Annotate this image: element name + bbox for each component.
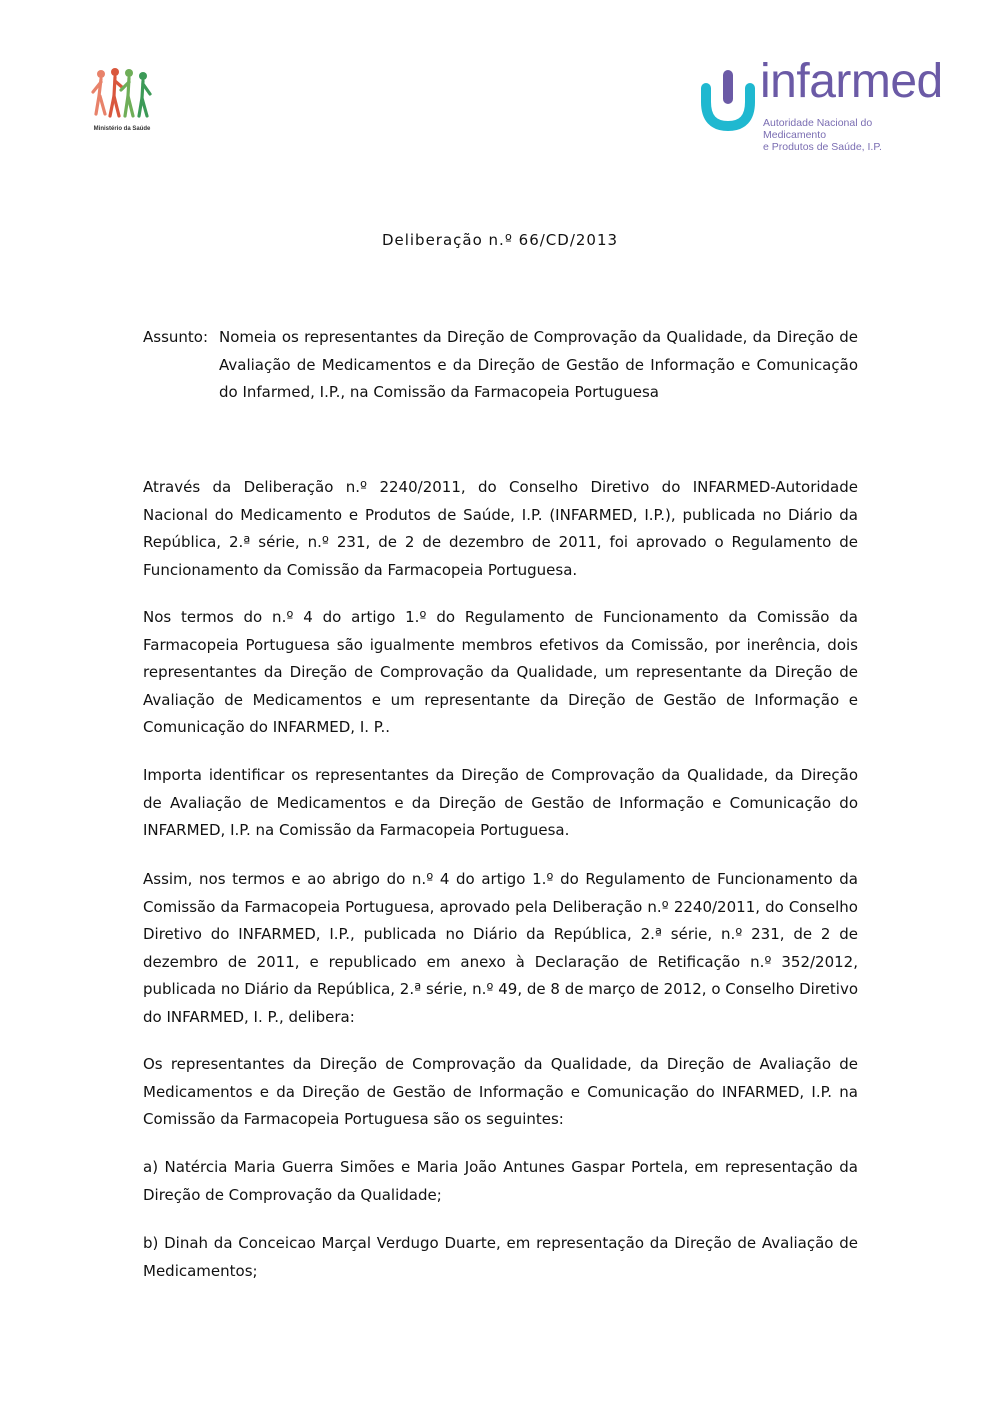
ministry-of-health-logo [88, 66, 156, 138]
subject-label: Assunto: [143, 328, 209, 346]
infarmed-subtitle-line-2: e Produtos de Saúde, I.P. [763, 141, 882, 153]
list-item: b) Dinah da Conceicao Marçal Verdugo Duarte, em representação da Direção de Avaliação de Medicamentos; [143, 1234, 858, 1280]
document-title: Deliberação n.º 66/CD/2013 [381, 231, 619, 249]
body-paragraph: Importa identificar os representantes da Direção de Comprovação da Qualidade, da Direção de Avaliação de Medicamentos e da Direção de Gestão de Informação e Comunicação do INFARMED, I.P. na Comissão da Farmacopeia Portuguesa. [143, 766, 858, 839]
infarmed-logo-wordmark: infarmed [760, 55, 943, 108]
infarmed-logo [700, 55, 943, 153]
infarmed-u-mark-icon [700, 68, 760, 132]
ministry-logo-caption: Ministério da Saúde [93, 126, 151, 132]
subject-block [143, 324, 858, 407]
body-paragraph: Nos termos do n.º 4 do artigo 1.º do Regulamento de Funcionamento da Comissão da Farmacopeia Portuguesa são igualmente membros efetivos da Comissão, por inerência, dois representantes da Direção de Comprovação da Qualidade, um representante da Direção de Avaliação de Medicamentos e um representante da Direção de Gestão de Informação e Comunicação do INFARMED, I. P.. [143, 608, 858, 736]
subject-text: Nomeia os representantes da Direção de Comprovação da Qualidade, da Direção de Avaliação de Medicamentos e da Direção de Gestão de Informação e Comunicação do Infarmed, I.P., na Comissão da Farmacopeia Portuguesa [219, 328, 858, 401]
ministry-figures-icon [88, 66, 156, 124]
infarmed-logo-subtitle [763, 117, 935, 153]
body-paragraph: Os representantes da Direção de Comprovação da Qualidade, da Direção de Avaliação de Medicamentos e da Direção de Gestão de Informação e Comunicação do INFARMED, I.P. na Comissão da Farmacopeia Portuguesa são os seguintes: [143, 1055, 858, 1128]
infarmed-subtitle-line-1: Autoridade Nacional do Medicamento [763, 117, 873, 141]
list-item: a) Natércia Maria Guerra Simões e Maria João Antunes Gaspar Portela, em representação da Direção de Comprovação da Qualidade; [143, 1158, 858, 1204]
body-paragraph: Assim, nos termos e ao abrigo do n.º 4 do artigo 1.º do Regulamento de Funcionamento da Comissão da Farmacopeia Portuguesa, aprovado pela Deliberação n.º 2240/2011, do Conselho Diretivo do INFARMED, I.P., publicada no Diário da República, 2.ª série, n.º 231, de 2 de dezembro de 2011, e republicado em anexo à Declaração de Retificação n.º 352/2012, publicada no Diário da República, 2.ª série, n.º 49, de 8 de março de 2012, o Conselho Diretivo do INFARMED, I. P., delibera: [143, 870, 858, 1026]
body-paragraph: Através da Deliberação n.º 2240/2011, do Conselho Diretivo do INFARMED-Autoridade Nacional do Medicamento e Produtos de Saúde, I.P. (INFARMED, I.P.), publicada no Diário da República, 2.ª série, n.º 231, de 2 de dezembro de 2011, foi aprovado o Regulamento de Funcionamento da Comissão da Farmacopeia Portuguesa. [143, 478, 858, 579]
